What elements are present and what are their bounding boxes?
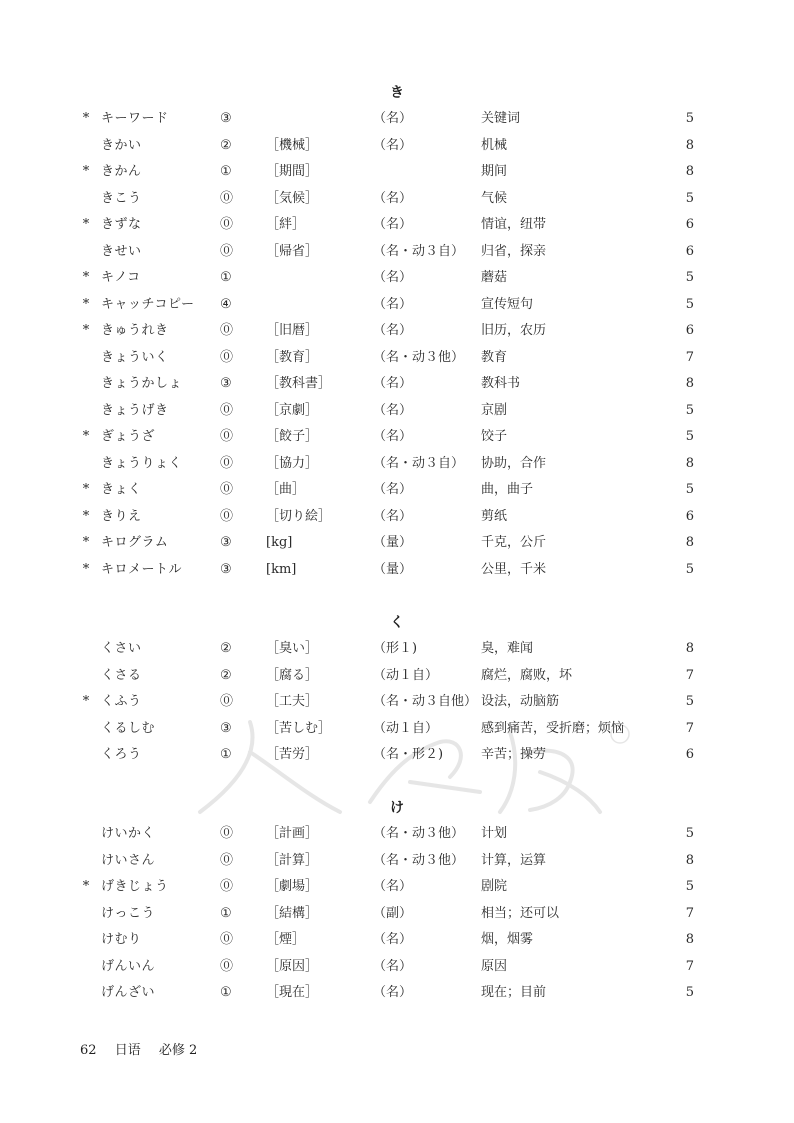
entry-lesson-number: 6 — [685, 323, 694, 338]
vocab-row — [0, 214, 794, 236]
vocab-row — [0, 559, 794, 581]
entry-lesson-number: 8 — [685, 164, 694, 179]
entry-word: げんいん — [101, 958, 156, 974]
entry-kanji: ［気候］ — [266, 190, 319, 206]
entry-accent: ⓪ — [220, 932, 234, 947]
entry-accent: ⓪ — [220, 852, 234, 868]
entry-kanji: ［計画］ — [266, 826, 319, 841]
entry-word: きかん — [101, 164, 142, 179]
vocab-row — [0, 373, 794, 395]
vocab-row — [0, 347, 794, 369]
entry-accent: ③ — [220, 111, 232, 126]
entry-meaning: 原因 — [481, 958, 508, 974]
entry-word: きょうりょく — [101, 455, 183, 471]
vocab-row — [0, 956, 794, 978]
entry-lesson-number: 7 — [685, 667, 694, 683]
entry-lesson-number: 8 — [685, 137, 694, 153]
entry-kanji: ［工夫］ — [266, 694, 319, 709]
entry-kanji: ［煙］ — [266, 932, 306, 947]
entry-part-of-speech: （名・动３他） — [373, 826, 465, 841]
section-header: け — [390, 800, 404, 816]
entry-lesson-number: 7 — [685, 958, 694, 974]
entry-part-of-speech: （名・形２) — [373, 747, 444, 762]
entry-meaning: 教育 — [481, 349, 508, 365]
entry-star-marker: * — [82, 270, 90, 285]
vocab-row — [0, 135, 794, 157]
entry-part-of-speech: （名） — [373, 190, 413, 206]
entry-meaning: 期间 — [481, 164, 508, 179]
entry-meaning: 饺子 — [481, 429, 508, 444]
entry-word: きょうかしょ — [101, 376, 183, 391]
entry-star-marker: * — [82, 535, 90, 550]
entry-kanji: [km] — [266, 561, 297, 577]
entry-accent: ⓪ — [220, 694, 234, 709]
entry-accent: ③ — [220, 535, 232, 550]
entry-accent: ⓪ — [220, 455, 234, 471]
entry-meaning: 剪纸 — [481, 508, 508, 524]
entry-part-of-speech: （名） — [373, 508, 413, 524]
entry-word: キノコ — [101, 270, 141, 285]
entry-part-of-speech: （名） — [373, 402, 413, 418]
entry-part-of-speech: （副） — [373, 905, 413, 921]
entry-part-of-speech: （名） — [373, 985, 413, 1000]
entry-part-of-speech: （名） — [373, 429, 413, 444]
entry-meaning: 现在；目前 — [481, 985, 547, 1000]
entry-part-of-speech: （名） — [373, 958, 413, 974]
entry-accent: ⓪ — [220, 243, 234, 259]
entry-accent: ③ — [220, 376, 232, 391]
entry-meaning: 协助，合作 — [481, 455, 547, 471]
vocab-row — [0, 320, 794, 342]
entry-word: きずな — [101, 217, 142, 232]
entry-lesson-number: 7 — [685, 905, 694, 921]
entry-word: くるしむ — [101, 720, 156, 736]
vocab-row — [0, 453, 794, 475]
entry-kanji: ［協力］ — [266, 455, 319, 471]
entry-part-of-speech: （动１自） — [373, 667, 439, 683]
entry-meaning: 宣传短句 — [481, 296, 534, 312]
entry-part-of-speech: （名） — [373, 137, 413, 153]
entry-kanji: ［切り絵］ — [266, 508, 332, 524]
entry-accent: ⓪ — [220, 429, 234, 444]
entry-meaning: 相当；还可以 — [481, 905, 560, 921]
entry-star-marker: * — [82, 879, 90, 894]
entry-lesson-number: 5 — [685, 826, 694, 841]
entry-kanji: ［教育］ — [266, 349, 319, 365]
entry-part-of-speech: （名・动３自） — [373, 243, 465, 259]
entry-part-of-speech: （名） — [373, 296, 413, 312]
entry-word: くさる — [101, 667, 142, 683]
vocab-row — [0, 850, 794, 872]
entry-accent: ⓪ — [220, 482, 234, 497]
entry-meaning: 感到痛苦，受折磨；烦恼 — [481, 720, 625, 736]
entry-part-of-speech: （名） — [373, 270, 413, 285]
entry-word: きょういく — [101, 349, 169, 365]
entry-accent: ① — [220, 747, 232, 762]
entry-word: げんざい — [101, 985, 156, 1000]
entry-accent: ③ — [220, 561, 232, 577]
entry-word: くろう — [101, 747, 142, 762]
entry-lesson-number: 5 — [685, 879, 694, 894]
entry-part-of-speech: （名） — [373, 217, 413, 232]
entry-accent: ⓪ — [220, 349, 234, 365]
entry-star-marker: * — [82, 694, 90, 709]
entry-word: キロメートル — [101, 561, 183, 577]
entry-word: きせい — [101, 243, 142, 259]
entry-word: くさい — [101, 641, 142, 656]
entry-word: きかい — [101, 137, 142, 153]
entry-accent: ⓪ — [220, 190, 234, 206]
entry-accent: ⓪ — [220, 826, 234, 841]
entry-kanji: ［京劇］ — [266, 402, 319, 418]
entry-kanji: ［結構］ — [266, 905, 319, 921]
entry-meaning: 设法，动脑筋 — [481, 694, 560, 709]
entry-kanji: ［劇場］ — [266, 879, 319, 894]
entry-kanji: ［臭い］ — [266, 641, 319, 656]
vocab-row — [0, 744, 794, 766]
entry-kanji: ［絆］ — [266, 217, 306, 232]
entry-accent: ① — [220, 270, 232, 285]
entry-kanji: ［帰省］ — [266, 243, 319, 259]
entry-lesson-number: 6 — [685, 747, 694, 762]
entry-part-of-speech: （名） — [373, 323, 413, 338]
entry-word: キログラム — [101, 535, 169, 550]
entry-lesson-number: 5 — [685, 402, 694, 418]
vocab-row — [0, 400, 794, 422]
book-title: 日语 — [114, 1043, 141, 1058]
entry-lesson-number: 6 — [685, 217, 694, 232]
entry-accent: ① — [220, 905, 232, 921]
entry-lesson-number: 5 — [685, 111, 694, 126]
entry-part-of-speech: （动１自） — [373, 720, 439, 736]
vocab-row — [0, 241, 794, 263]
entry-kanji: ［現在］ — [266, 985, 319, 1000]
section-header: き — [390, 85, 404, 101]
entry-star-marker: * — [82, 217, 90, 232]
vocab-row — [0, 929, 794, 951]
section-header: く — [390, 615, 404, 631]
entry-kanji: ［計算］ — [266, 852, 319, 868]
entry-part-of-speech: （名） — [373, 932, 413, 947]
entry-lesson-number: 5 — [685, 270, 694, 285]
entry-meaning: 千克，公斤 — [481, 535, 547, 550]
entry-meaning: 关键词 — [481, 111, 521, 126]
entry-part-of-speech: （名） — [373, 482, 413, 497]
vocab-row — [0, 161, 794, 183]
entry-meaning: 公里，千米 — [481, 561, 547, 577]
entry-word: きこう — [101, 190, 142, 206]
entry-word: ぎょうざ — [101, 429, 156, 444]
entry-meaning: 计算，运算 — [481, 852, 547, 868]
entry-meaning: 烟，烟雾 — [481, 932, 534, 947]
entry-meaning: 归省，探亲 — [481, 243, 547, 259]
entry-star-marker: * — [82, 323, 90, 338]
entry-kanji: [kg] — [266, 535, 293, 550]
vocab-row — [0, 665, 794, 687]
entry-kanji: ［教科書］ — [266, 376, 332, 391]
entry-meaning: 气候 — [481, 190, 508, 206]
entry-accent: ③ — [220, 720, 232, 736]
vocab-row — [0, 823, 794, 845]
entry-kanji: ［苦労］ — [266, 747, 319, 762]
entry-part-of-speech: （名・动３他） — [373, 349, 465, 365]
vocab-row — [0, 691, 794, 713]
entry-lesson-number: 5 — [685, 429, 694, 444]
page-footer — [80, 1039, 211, 1058]
entry-word: キーワード — [101, 111, 169, 126]
entry-lesson-number: 6 — [685, 508, 694, 524]
vocab-row — [0, 506, 794, 528]
entry-lesson-number: 5 — [685, 561, 694, 577]
entry-star-marker: * — [82, 482, 90, 497]
entry-kanji: ［機械］ — [266, 137, 319, 153]
entry-kanji: ［苦しむ］ — [266, 720, 332, 736]
entry-lesson-number: 5 — [685, 694, 694, 709]
vocab-row — [0, 108, 794, 130]
entry-meaning: 腐烂，腐败，坏 — [481, 667, 573, 683]
entry-lesson-number: 7 — [685, 349, 694, 365]
entry-kanji: ［原因］ — [266, 958, 319, 974]
entry-lesson-number: 8 — [685, 535, 694, 550]
entry-word: けいかく — [101, 826, 156, 841]
entry-meaning: 情谊，纽带 — [481, 217, 547, 232]
entry-accent: ⓪ — [220, 217, 234, 232]
vocab-row — [0, 876, 794, 898]
vocab-row — [0, 267, 794, 289]
entry-accent: ④ — [220, 296, 232, 312]
entry-lesson-number: 8 — [685, 455, 694, 471]
entry-accent: ② — [220, 137, 232, 153]
entry-meaning: 臭，难闻 — [481, 641, 534, 656]
entry-star-marker: * — [82, 296, 90, 312]
entry-lesson-number: 5 — [685, 190, 694, 206]
entry-accent: ② — [220, 641, 232, 656]
entry-accent: ① — [220, 164, 232, 179]
entry-kanji: ［期間］ — [266, 164, 319, 179]
entry-word: けいさん — [101, 852, 156, 868]
entry-accent: ⓪ — [220, 958, 234, 974]
entry-lesson-number: 8 — [685, 932, 694, 947]
entry-word: けっこう — [101, 905, 156, 921]
entry-meaning: 剧院 — [481, 879, 508, 894]
entry-lesson-number: 8 — [685, 852, 694, 868]
entry-meaning: 旧历，农历 — [481, 323, 547, 338]
entry-word: げきじょう — [101, 879, 169, 894]
entry-part-of-speech: （形１) — [373, 641, 418, 656]
vocab-row — [0, 426, 794, 448]
entry-lesson-number: 8 — [685, 641, 694, 656]
vocab-row — [0, 294, 794, 316]
vocab-row — [0, 479, 794, 501]
entry-accent: ① — [220, 985, 232, 1000]
entry-word: きりえ — [101, 508, 142, 524]
entry-part-of-speech: （量） — [373, 535, 413, 550]
entry-meaning: 计划 — [481, 826, 508, 841]
entry-part-of-speech: （名） — [373, 376, 413, 391]
entry-star-marker: * — [82, 561, 90, 577]
entry-star-marker: * — [82, 429, 90, 444]
entry-meaning: 教科书 — [481, 376, 521, 391]
entry-meaning: 京剧 — [481, 402, 508, 418]
vocab-row — [0, 718, 794, 740]
entry-word: きゅうれき — [101, 323, 169, 338]
entry-lesson-number: 5 — [685, 482, 694, 497]
entry-lesson-number: 5 — [685, 296, 694, 312]
entry-kanji: ［曲］ — [266, 482, 306, 497]
entry-part-of-speech: （名・动３自） — [373, 455, 465, 471]
entry-part-of-speech: （名・动３自他） — [373, 694, 478, 709]
entry-meaning: 曲，曲子 — [481, 482, 534, 497]
entry-part-of-speech: （量） — [373, 561, 413, 577]
entry-part-of-speech: （名・动３他） — [373, 852, 465, 868]
entry-word: けむり — [101, 932, 142, 947]
entry-kanji: ［餃子］ — [266, 429, 319, 444]
vocab-row — [0, 638, 794, 660]
vocab-row — [0, 903, 794, 925]
page-number: 62 — [80, 1043, 97, 1058]
entry-star-marker: * — [82, 508, 90, 524]
entry-meaning: 机械 — [481, 137, 508, 153]
entry-kanji: ［腐る］ — [266, 667, 319, 683]
entry-word: キャッチコピー — [101, 296, 195, 312]
entry-lesson-number: 7 — [685, 720, 694, 736]
vocab-row — [0, 982, 794, 1004]
entry-kanji: ［旧暦］ — [266, 323, 319, 338]
entry-accent: ② — [220, 667, 232, 683]
entry-word: きょうげき — [101, 402, 169, 418]
entry-meaning: 蘑菇 — [481, 270, 508, 285]
entry-part-of-speech: （名） — [373, 879, 413, 894]
vocab-row — [0, 532, 794, 554]
entry-accent: ⓪ — [220, 402, 234, 418]
entry-accent: ⓪ — [220, 508, 234, 524]
entry-star-marker: * — [82, 111, 90, 126]
entry-lesson-number: 5 — [685, 985, 694, 1000]
book-volume: 必修 2 — [158, 1043, 198, 1058]
entry-accent: ⓪ — [220, 879, 234, 894]
entry-accent: ⓪ — [220, 323, 234, 338]
entry-word: きょく — [101, 482, 142, 497]
entry-word: くふう — [101, 694, 142, 709]
entry-meaning: 辛苦；操劳 — [481, 747, 547, 762]
entry-lesson-number: 6 — [685, 243, 694, 259]
vocab-row — [0, 188, 794, 210]
entry-part-of-speech: （名） — [373, 111, 413, 126]
entry-lesson-number: 8 — [685, 376, 694, 391]
entry-star-marker: * — [82, 164, 90, 179]
